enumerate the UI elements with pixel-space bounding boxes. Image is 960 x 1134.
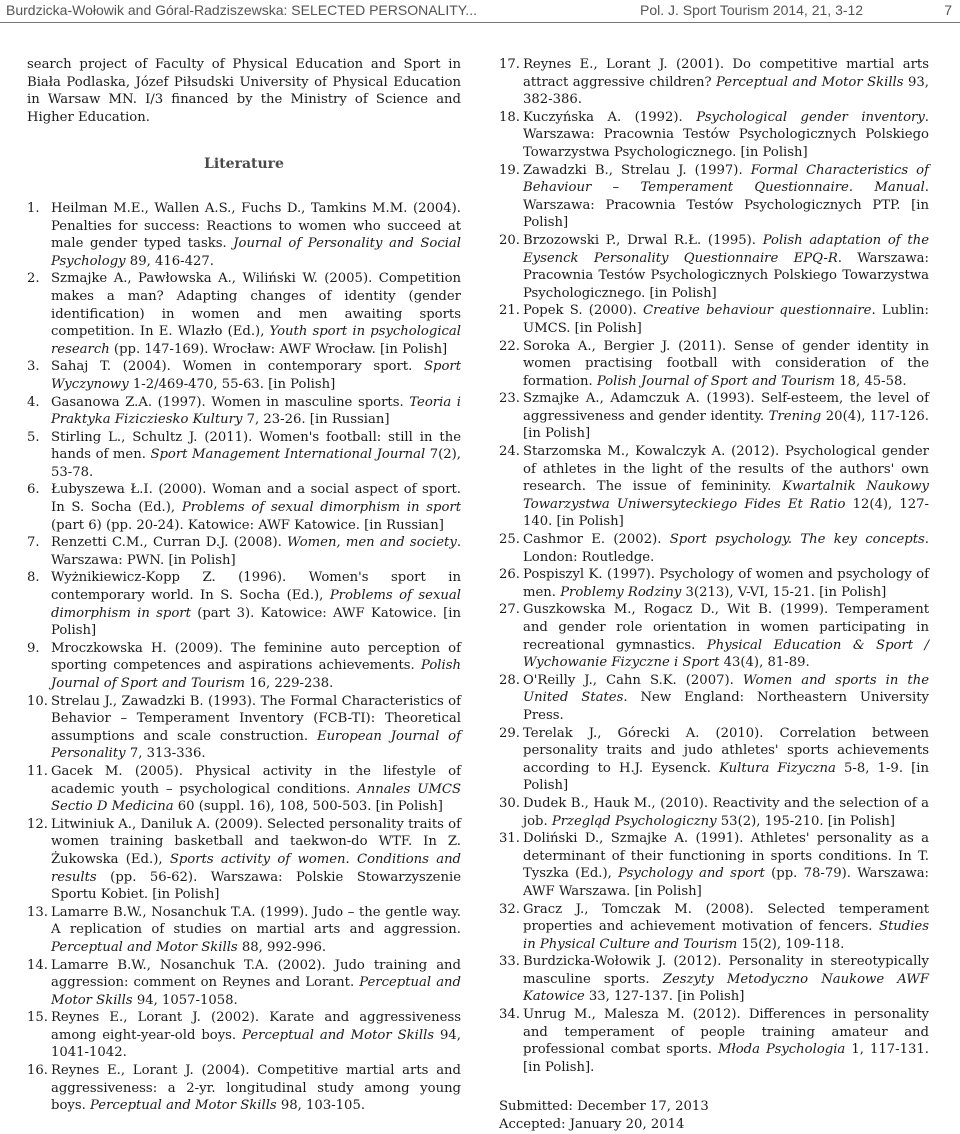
reference-segment: Unrug M., Malesza M. (2012). Differences in personality and temperament of people training amateur and professional combat sports. xyxy=(523,1007,929,1058)
reference-segment: Terelak J., Górecki A. (2010). Correlation between personality traits and judo athletes' sports achievements according to H.J. Eysenck. xyxy=(523,725,929,776)
reference-number: 27. xyxy=(499,602,520,618)
reference-segment: Doliński D., Szmajke A. (1991). Athletes' personality as a determinant of their functioning in sports conditions. In T. Tyszka (Ed.), xyxy=(523,831,929,882)
header-authors: Burdzicka-Wołowik and Góral-Radziszewska: SELECTED PERSONALITY... xyxy=(6,2,477,18)
reference-item xyxy=(27,763,461,816)
reference-source-title: European Journal of Personality xyxy=(51,728,461,762)
reference-item xyxy=(27,904,461,957)
reference-number: 10. xyxy=(27,693,48,709)
reference-number: 9. xyxy=(27,640,40,656)
reference-segment: (pp. 147-169). Wrocław: AWF Wrocław. [in Polish] xyxy=(109,341,448,357)
reference-segment: Heilman M.E., Wallen A.S., Fuchs D., Tamkins M.M. (2004). Penalties for success: Reactions to women who succeed at male gender typed tasks. xyxy=(51,200,461,252)
reference-number: 11. xyxy=(27,763,48,779)
reference-text xyxy=(523,109,929,162)
header-journal: Pol. J. Sport Tourism 2014, 21, 3-12 xyxy=(640,2,864,18)
reference-segment: 1-2/469-470, 55-63. [in Polish] xyxy=(128,376,336,392)
reference-item xyxy=(27,200,461,270)
reference-segment: Kuczyńska A. (1992). xyxy=(523,109,697,125)
reference-segment: Łubyszewa Ł.I. (2000). Woman and a social aspect of sport. In S. Socha (Ed.), xyxy=(51,482,461,516)
accepted-date: Accepted: January 20, 2014 xyxy=(499,1117,685,1133)
reference-text xyxy=(523,566,929,601)
reference-item xyxy=(499,566,929,601)
reference-source-title: Polish Journal of Sport and Tourism xyxy=(51,658,461,691)
reference-number: 28. xyxy=(499,672,520,688)
reference-source-title: Sport Wyczynowy xyxy=(51,359,461,392)
reference-number: 5. xyxy=(27,429,40,445)
reference-item xyxy=(499,953,929,1006)
reference-number: 4. xyxy=(27,394,40,410)
reference-number: 34. xyxy=(499,1007,520,1023)
reference-number: 6. xyxy=(27,482,40,498)
reference-segment: Gacek M. (2005). Physical activity in the lifestyle of academic youth – psychological conditions. xyxy=(51,763,461,797)
reference-item xyxy=(499,443,929,531)
reference-segment: (pp. 56-62). Warszawa: Polskie Stowarzyszenie Sportu Kobiet. [in Polish] xyxy=(51,869,461,903)
reference-text xyxy=(523,443,929,531)
reference-segment: (part 6) (pp. 20-24). Katowice: AWF Katowice. [in Russian] xyxy=(51,517,444,533)
reference-segment: Lamarre B.W., Nosanchuk T.A. (2002). Judo training and aggression: comment on Reynes and Lorant. xyxy=(51,957,461,991)
reference-segment: 1, 117-131. [in Polish]. xyxy=(523,1042,929,1075)
reference-segment: . Warszawa: PWN. [in Polish] xyxy=(51,535,462,568)
reference-source-title: Perceptual and Motor Skills xyxy=(89,1098,277,1114)
reference-text xyxy=(51,640,461,693)
reference-segment: Soroka A., Bergier J. (2011). Sense of gender identity in women practising football with consideration of the formation. xyxy=(523,338,929,389)
literature-heading: Literature xyxy=(204,156,284,173)
reference-text xyxy=(523,725,929,795)
reference-text xyxy=(523,795,929,830)
reference-number: 13. xyxy=(27,904,48,920)
reference-segment: . New England: Northeastern University Press. xyxy=(523,690,929,723)
reference-text xyxy=(523,302,929,337)
reference-text xyxy=(523,601,929,671)
reference-segment: Burdzicka-Wołowik J. (2012). Personality in stereotypically masculine sports. xyxy=(523,954,929,987)
reference-segment: O'Reilly J., Cahn S.K. (2007). xyxy=(523,672,743,688)
reference-source-title: Sport psychology. The key concepts xyxy=(669,532,925,548)
reference-source-title: Młoda Psychologia xyxy=(717,1042,846,1058)
reference-source-title: Przegląd Psychologiczny xyxy=(551,813,717,829)
reference-segment: Brzozowski P., Drwal R.Ł. (1995). xyxy=(523,232,763,248)
reference-text xyxy=(51,816,461,904)
reference-source-title: Women, men and society xyxy=(287,535,457,551)
reference-text xyxy=(523,830,929,900)
reference-segment: Strelau J., Zawadzki B. (1993). The Formal Characteristics of Behavior – Temperament Inventory (FCB-TI): Theoretical assumptions and scale construction. xyxy=(51,693,461,744)
reference-text xyxy=(51,1062,461,1115)
reference-item xyxy=(499,725,929,795)
reference-source-title: Kultura Fizyczna xyxy=(719,760,836,776)
reference-source-title: Trening xyxy=(768,408,822,424)
left-column xyxy=(27,56,461,1115)
reference-number: 29. xyxy=(499,725,520,741)
reference-item xyxy=(499,795,929,830)
reference-item xyxy=(499,1006,929,1076)
reference-source-title: Teoria i Praktyka Fizicziesko Kultury xyxy=(51,394,461,428)
reference-source-title: Problems of sexual dimorphism in sport xyxy=(181,500,462,516)
reference-item xyxy=(499,901,929,954)
reference-number: 16. xyxy=(27,1063,48,1079)
running-header xyxy=(0,0,960,18)
reference-item xyxy=(27,534,461,569)
reference-text xyxy=(51,904,461,957)
reference-segment: 53(2), 195-210. [in Polish] xyxy=(716,813,895,829)
reference-item xyxy=(499,390,929,443)
reference-text xyxy=(523,390,929,443)
reference-source-title: Problemy Rodziny xyxy=(560,584,682,600)
reference-number: 15. xyxy=(27,1010,48,1026)
page-number: 7 xyxy=(944,2,952,18)
reference-text xyxy=(523,56,929,109)
reference-segment: 88, 992-996. xyxy=(237,939,327,955)
reference-number: 2. xyxy=(27,271,40,287)
reference-text xyxy=(51,534,461,569)
reference-text xyxy=(523,162,929,232)
reference-text xyxy=(51,429,461,482)
intro-paragraph: search project of Faculty of Physical Education and Sport in Biała Podlaska, Józef Piłsudski University of Physical Education in Warsaw MN. I/3 financed by the Ministry of Science and Higher Education. xyxy=(27,57,461,125)
reference-source-title: Polish adaptation of the Eysenck Personality Questionnaire EPQ-R xyxy=(523,232,930,266)
reference-text xyxy=(51,763,461,816)
reference-segment: 7(2), 53-78. xyxy=(51,447,461,480)
reference-source-title: Sports activity of women. Conditions and results xyxy=(51,851,461,885)
reference-segment: Stirling L., Schultz J. (2011). Women's football: still in the hands of men. xyxy=(51,429,461,463)
reference-number: 22. xyxy=(499,338,520,354)
reference-segment: Starzomska M., Kowalczyk A. (2012). Psychological gender of athletes in the light of the results of the authors' own research. The issue of femininity. xyxy=(523,444,929,495)
reference-source-title: Annales UMCS Sectio D Medicina xyxy=(51,781,461,815)
reference-segment: . Warszawa: Pracownia Testów Psychologicznych PTP. [in Polish] xyxy=(523,180,929,231)
reference-segment: Szmajke A., Adamczuk A. (1993). Self-esteem, the level of aggressiveness and gender identity. xyxy=(523,391,929,424)
reference-segment: 12(4), 127-140. [in Polish] xyxy=(523,496,929,530)
reference-item xyxy=(499,601,929,671)
reference-source-title: Creative behaviour questionnaire xyxy=(643,303,872,319)
reference-segment: Guszkowska M., Rogacz D., Wit B. (1999). Temperament and gender role orientation in women participating in recreational gymnastics. xyxy=(523,602,929,653)
reference-segment: Reynes E., Lorant J. (2001). Do competitive martial arts attract aggressive children? xyxy=(523,57,929,90)
reference-segment: 15(2), 109-118. xyxy=(737,936,845,952)
reference-segment: 20(4), 117-126. [in Polish] xyxy=(523,408,929,442)
reference-segment: 89, 416-427. xyxy=(125,253,214,269)
reference-segment: 7, 23-26. [in Russian] xyxy=(242,412,390,428)
reference-segment: Popek S. (2000). xyxy=(523,303,644,319)
reference-segment: 18, 45-58. xyxy=(835,373,907,389)
reference-source-title: Perceptual and Motor Skills xyxy=(716,74,904,90)
reference-number: 33. xyxy=(499,954,520,970)
reference-number: 12. xyxy=(27,816,48,832)
reference-segment: . London: Routledge. xyxy=(523,532,929,565)
reference-segment: 7, 313-336. xyxy=(125,746,206,762)
reference-item xyxy=(499,672,929,725)
reference-segment: Gasanowa Z.A. (1997). Women in masculine sports. xyxy=(51,394,410,410)
reference-source-title: Studies in Physical Culture and Tourism xyxy=(523,919,929,952)
reference-item xyxy=(27,429,461,482)
reference-item xyxy=(499,531,929,566)
reference-source-title: Journal of Personality and Social Psychology xyxy=(51,236,462,269)
reference-segment: (pp. 78-79). Warszawa: AWF Warszawa. [in Polish] xyxy=(523,866,929,899)
reference-source-title: Psychology and sport xyxy=(618,866,765,882)
reference-item xyxy=(499,302,929,337)
reference-number: 32. xyxy=(499,901,520,917)
reference-number: 23. xyxy=(499,391,520,407)
reference-text xyxy=(51,270,461,358)
reference-segment: Szmajke A., Pawłowska A., Wiliński W. (2005). Competition makes a man? Adapting changes of identity (gender identification) in women and men awaiting sports competition. In E. Wlazło (Ed.), xyxy=(51,271,461,340)
reference-segment: . Warszawa: Pracownia Testów Psychologicznych Polskiego Towarzystwa Psychologicznego. [in Polish] xyxy=(523,109,929,160)
reference-segment: 94, 1057-1058. xyxy=(132,992,238,1008)
reference-segment: 16, 229-238. xyxy=(245,676,334,691)
reference-source-title: Zeszyty Metodyczno Naukowe AWF Katowice xyxy=(523,971,929,1005)
reference-text xyxy=(51,358,461,393)
reference-number: 3. xyxy=(27,359,40,375)
reference-item xyxy=(27,569,461,639)
reference-item xyxy=(27,270,461,358)
reference-text xyxy=(51,693,461,763)
reference-segment: Lamarre B.W., Nosanchuk T.A. (1999). Judo – the gentle way. A replication of studies on martial arts and aggression. xyxy=(51,904,461,938)
reference-segment: Wyżnikiewicz-Kopp Z. (1996). Women's sport in contemporary world. In S. Socha (Ed.), xyxy=(51,570,461,604)
reference-segment: Renzetti C.M., Curran D.J. (2008). xyxy=(51,535,288,551)
reference-item xyxy=(27,1009,461,1062)
reference-segment: Gracz J., Tomczak M. (2008). Selected temperament properties and achievement motivation of fencers. xyxy=(523,901,929,935)
reference-number: 14. xyxy=(27,957,48,973)
submission-info xyxy=(499,1098,929,1134)
reference-item xyxy=(27,957,461,1010)
reference-segment: 94, 1041-1042. xyxy=(51,1027,461,1061)
reference-segment: Dudek B., Hauk M., (2010). Reactivity and the selection of a job. xyxy=(523,795,929,829)
reference-source-title: Psychological gender inventory xyxy=(696,109,925,125)
reference-number: 17. xyxy=(499,57,520,72)
reference-segment: Sahaj T. (2004). Women in contemporary sport. xyxy=(51,359,424,375)
reference-segment: 5-8, 1-9. [in Polish] xyxy=(523,760,929,794)
reference-source-title: Physical Education & Sport / Wychowanie Fizyczne i Sport xyxy=(523,637,929,671)
reference-text xyxy=(523,531,929,566)
reference-text xyxy=(51,957,461,1010)
reference-item xyxy=(499,56,929,109)
reference-text xyxy=(51,1009,461,1062)
right-column xyxy=(499,56,929,1134)
reference-item xyxy=(499,162,929,232)
reference-text xyxy=(523,953,929,1006)
reference-item xyxy=(499,830,929,900)
reference-number: 20. xyxy=(499,232,520,248)
reference-segment: 93, 382-386. xyxy=(523,74,929,108)
reference-text xyxy=(523,338,929,391)
reference-item xyxy=(27,358,461,393)
reference-number: 1. xyxy=(27,200,40,216)
reference-segment: (part 3). Katowice: AWF Katowice. [in Polish] xyxy=(51,605,461,639)
reference-text xyxy=(523,672,929,725)
reference-item xyxy=(27,816,461,904)
reference-text xyxy=(51,200,461,270)
reference-item xyxy=(27,640,461,693)
reference-text xyxy=(51,481,461,534)
header-divider xyxy=(0,22,960,23)
reference-segment: Cashmor E. (2002). xyxy=(523,532,670,548)
reference-segment: 60 (suppl. 16), 108, 500-503. [in Polish] xyxy=(173,799,443,815)
reference-segment: Reynes E., Lorant J. (2002). Karate and aggressiveness among eight-year-old boys. xyxy=(51,1010,461,1043)
reference-segment: Zawadzki B., Strelau J. (1997). xyxy=(523,162,751,178)
reference-source-title: Problems of sexual dimorphism in sport xyxy=(51,588,461,621)
reference-number: 25. xyxy=(499,532,520,548)
reference-segment: . Warszawa: Pracownia Testów Psychologicznych Polskiego Towarzystwa Psychologicznego. [in Polish] xyxy=(523,250,929,301)
reference-number: 19. xyxy=(499,162,520,178)
reference-item xyxy=(27,1062,461,1115)
reference-number: 30. xyxy=(499,795,520,811)
reference-source-title: Formal Characteristics of Behaviour – Temperament Questionnaire. Manual xyxy=(523,162,929,196)
reference-item xyxy=(499,338,929,391)
reference-item xyxy=(499,109,929,162)
reference-text xyxy=(523,901,929,954)
reference-source-title: Sport Management International Journal xyxy=(150,447,426,463)
reference-item xyxy=(27,693,461,763)
reference-number: 24. xyxy=(499,444,520,460)
reference-item xyxy=(27,481,461,534)
reference-segment: 3(213), V-VI, 15-21. [in Polish] xyxy=(681,584,887,600)
reference-number: 21. xyxy=(499,303,520,319)
reference-source-title: Perceptual and Motor Skills xyxy=(51,939,238,955)
reference-item xyxy=(499,232,929,302)
reference-segment: 33, 127-137. [in Polish] xyxy=(584,989,745,1005)
reference-segment: . Lublin: UMCS. [in Polish] xyxy=(523,303,929,336)
reference-segment: Reynes E., Lorant J. (2004). Competitive martial arts and aggressiveness: a 2-yr. longitudinal study among young boys. xyxy=(51,1063,461,1114)
reference-number: 8. xyxy=(27,570,40,586)
reference-source-title: Perceptual and Motor Skills xyxy=(242,1027,435,1043)
reference-text xyxy=(51,569,461,639)
reference-number: 18. xyxy=(499,109,520,125)
reference-source-title: Women and sports in the United States xyxy=(523,672,930,706)
reference-number: 26. xyxy=(499,567,520,583)
reference-number: 31. xyxy=(499,831,520,847)
reference-item xyxy=(27,394,461,429)
reference-segment: 43(4), 81-89. xyxy=(719,655,810,671)
reference-source-title: Kwartalnik Naukowy Towarzystwa Uniwersyteckiego Fides Et Ratio xyxy=(523,479,929,512)
reference-segment: Pospiszyl K. (1997). Psychology of women and psychology of men. xyxy=(523,567,929,600)
reference-list-right xyxy=(499,56,929,1076)
reference-segment: Mroczkowska H. (2009). The feminine auto perception of sporting competences and aspirations achievements. xyxy=(51,640,461,674)
reference-number: 7. xyxy=(27,535,40,551)
reference-segment: Litwiniuk A., Daniluk A. (2009). Selected personality traits of women training basketball and taekwon-do WTF. In Z. Żukowska (Ed.), xyxy=(51,816,461,867)
submitted-date: Submitted: December 17, 2013 xyxy=(499,1099,709,1115)
reference-source-title: Perceptual and Motor Skills xyxy=(51,975,461,1008)
reference-source-title: Polish Journal of Sport and Tourism xyxy=(596,373,835,389)
reference-text xyxy=(523,1006,929,1076)
reference-segment: 98, 103-105. xyxy=(276,1098,366,1114)
reference-source-title: Youth sport in psychological research xyxy=(51,324,461,357)
reference-text xyxy=(523,232,929,302)
reference-list-left xyxy=(27,200,461,1115)
reference-text xyxy=(51,394,461,429)
